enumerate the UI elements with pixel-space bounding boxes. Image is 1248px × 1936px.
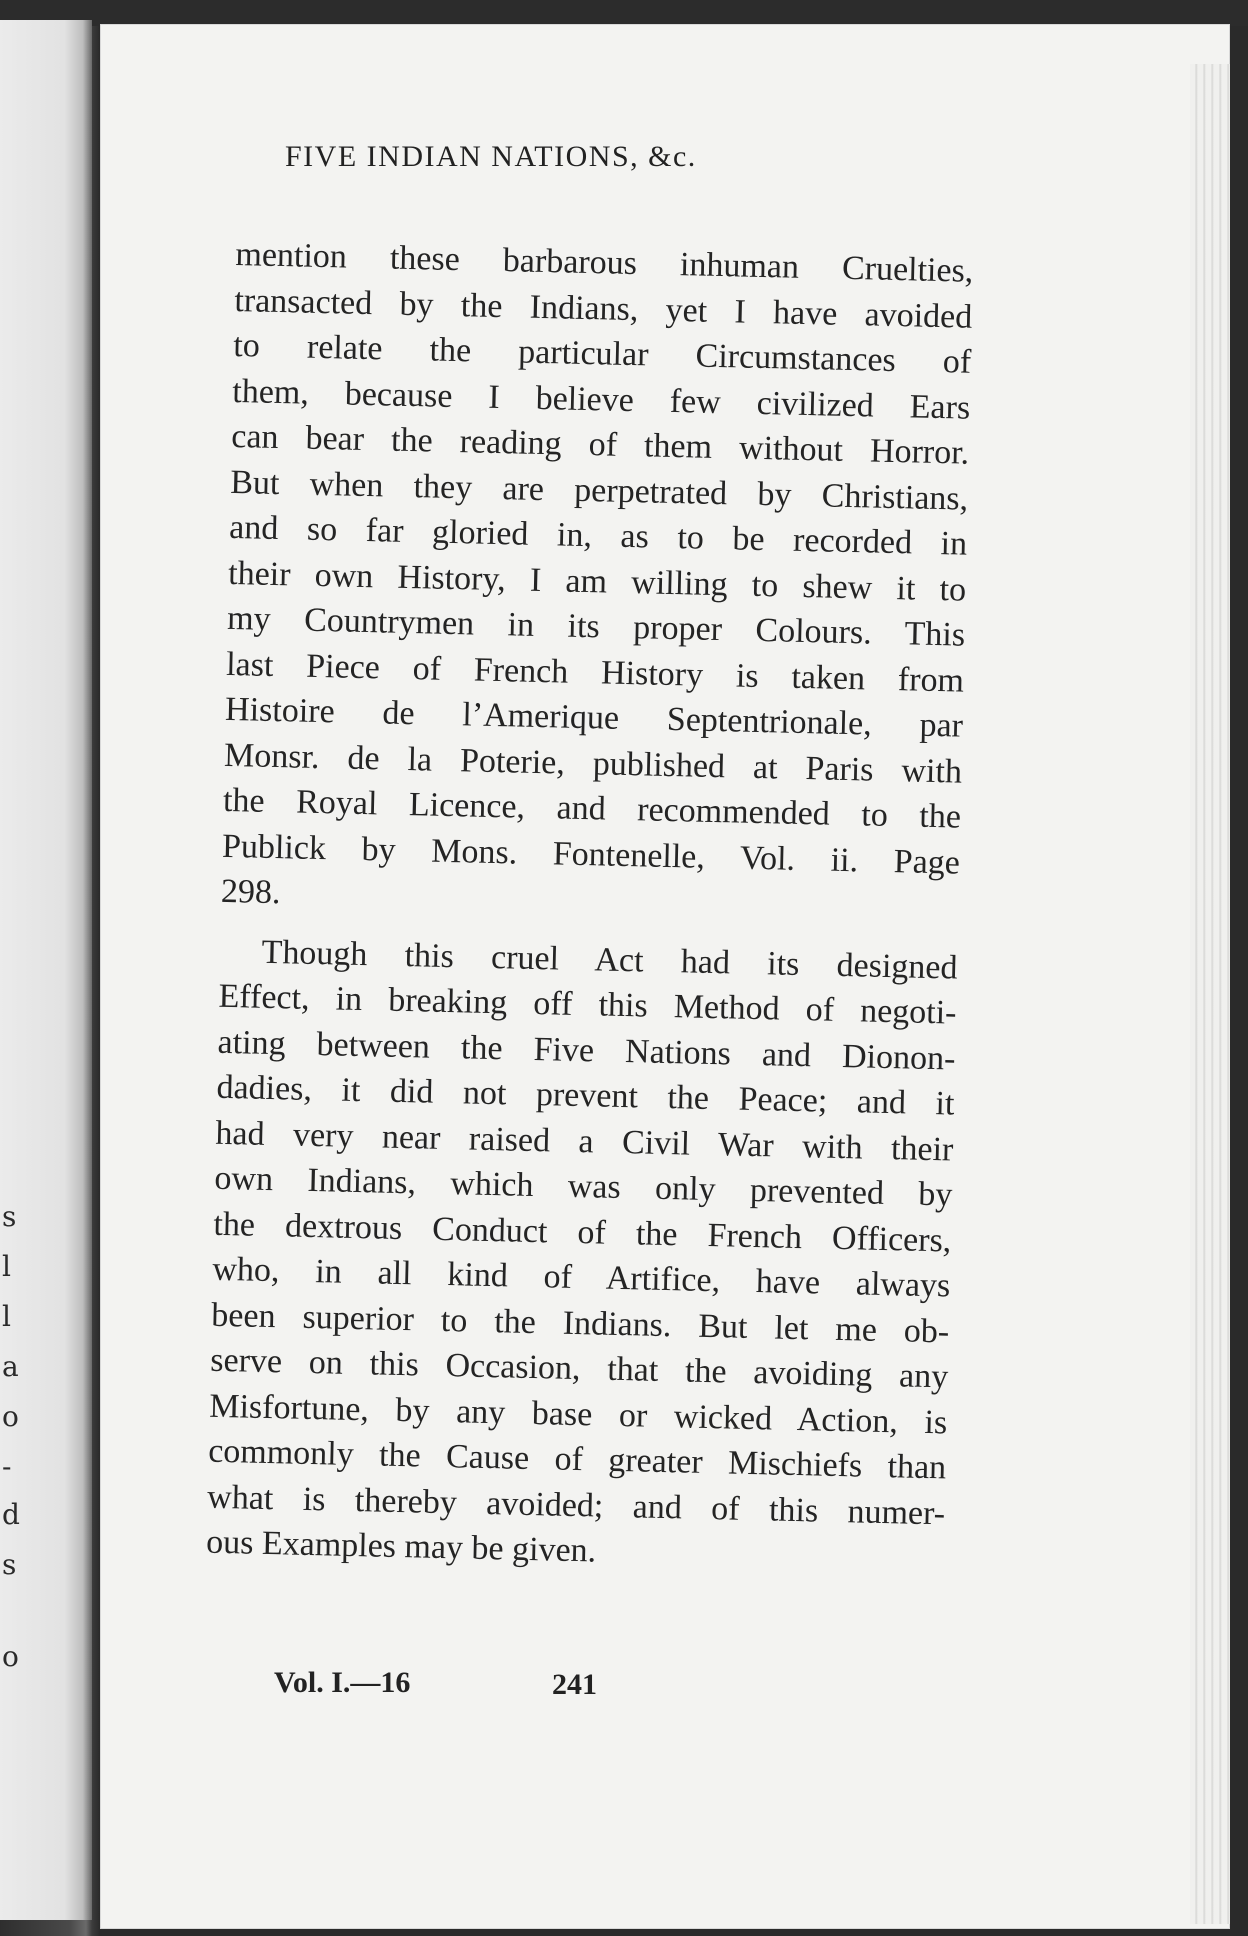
text-line: ating between the Five Nations and Dionon- (217, 1023, 956, 1078)
text-line: commonly the Cause of greater Mischiefs than (207, 1432, 947, 1487)
text-line: had very near raised a Civil War with their (215, 1114, 954, 1169)
text-line: Effect, in breaking off this Method of negoti- (218, 977, 957, 1032)
paragraph (221, 232, 974, 931)
text-line: serve on this Occasion, that the avoiding any (209, 1341, 949, 1396)
text-line: last Piece of French History is taken from (225, 645, 965, 700)
text-line: Though this cruel Act had its designed (261, 933, 958, 987)
running-head: FIVE INDIAN NATIONS, &c. (285, 140, 697, 173)
text-line: their own History, I am willing to shew it to (227, 554, 967, 609)
body-text (206, 232, 974, 1582)
text-line: them, because I believe few civilized Ears (231, 372, 971, 427)
page-number: 241 (552, 1668, 597, 1701)
text-line: dadies, it did not prevent the Peace; and it (216, 1068, 955, 1123)
left-page-fragment: o (2, 1640, 19, 1673)
text-line: Publick by Mons. Fontenelle, Vol. ii. Page (221, 827, 961, 882)
text-line: the Royal Licence, and recommended to the (222, 781, 962, 836)
text-line: transacted by the Indians, yet I have avoided (234, 281, 973, 336)
text-line: what is thereby avoided; and of this numer- (206, 1478, 946, 1532)
text-line: to relate the particular Circumstances of (233, 326, 972, 381)
text-line: own Indians, which was only prevented by (214, 1159, 953, 1214)
left-page-fragment: a (2, 1350, 19, 1383)
left-page-fragment: l (2, 1250, 11, 1283)
text-line: But when they are perpetrated by Christians, (229, 463, 969, 518)
text-line: Monsr. de la Poterie, published at Paris with (223, 736, 963, 791)
left-page-margin (0, 20, 92, 1920)
text-line: Histoire de l’Amerique Septentrionale, par (224, 690, 964, 745)
text-line: can bear the reading of them without Horror. (230, 417, 970, 472)
left-page-fragment: s (2, 1200, 17, 1233)
text-line: the dextrous Conduct of the French Officers, (213, 1205, 952, 1259)
paragraph (206, 928, 958, 1582)
left-page-fragment: d (2, 1498, 20, 1531)
scan-top-border (0, 0, 1248, 26)
text-line: 298. (220, 872, 281, 912)
left-page-fragment: l (2, 1300, 11, 1333)
signature-mark: Vol. I.—16 (274, 1666, 411, 1699)
page-edge-stack (1190, 64, 1230, 1924)
left-page-fragment: s (2, 1548, 17, 1581)
text-line: mention these barbarous inhuman Cruelties, (235, 235, 974, 290)
text-line: Misfortune, by any base or wicked Action, is (208, 1387, 948, 1441)
left-page-fragment: o (2, 1400, 19, 1433)
text-line: my Countrymen in its proper Colours. This (226, 599, 966, 654)
text-line: who, in all kind of Artifice, have always (212, 1250, 951, 1305)
text-line: ous Examples may be given. (205, 1523, 597, 1570)
left-page-fragment: - (2, 1450, 12, 1483)
text-line: and so far gloried in, as to be recorded in (228, 508, 968, 563)
text-line: been superior to the Indians. But let me ob- (211, 1296, 950, 1350)
